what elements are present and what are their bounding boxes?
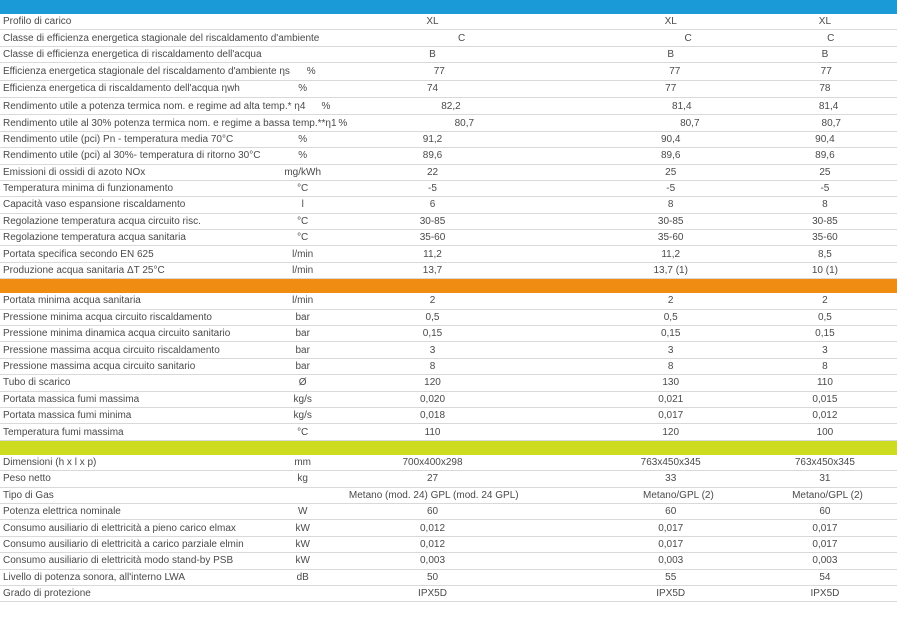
- row-label: Regolazione temperatura acqua circuito risc.: [3, 215, 201, 227]
- value-cell: 0,5: [663, 311, 678, 323]
- table-row: [0, 570, 897, 586]
- value-cell: 90,4: [815, 133, 835, 145]
- row-unit: %: [298, 133, 308, 145]
- row-label: Potenza elettrica nominale: [3, 506, 121, 518]
- table-row: [0, 263, 897, 279]
- row-unit: kg: [297, 473, 308, 485]
- table-row: [0, 504, 897, 520]
- value-cell: C: [457, 32, 466, 44]
- row-unit: bar: [295, 361, 310, 372]
- table-row: [0, 14, 897, 30]
- table-row: [0, 310, 897, 326]
- value-cell: 8: [822, 199, 828, 211]
- row-label: Efficienza energetica stagionale del riscaldamento d'ambiente ηs: [3, 65, 290, 77]
- value-cell: 0,017: [658, 522, 684, 534]
- row-label: Profilo di carico: [3, 16, 72, 28]
- value-cell: 0,5: [425, 311, 440, 323]
- value-cell: B: [429, 48, 436, 60]
- row-label: Tipo di Gas: [3, 489, 54, 501]
- value-cell: 11,2: [423, 248, 442, 260]
- row-unit: W: [297, 506, 308, 518]
- value-cell: 2: [429, 295, 436, 307]
- value-cell: 13,7: [422, 265, 443, 277]
- row-label: Rendimento utile (pci) Pn - temperatura media 70°C: [3, 133, 234, 145]
- row-unit: °C: [297, 232, 309, 244]
- value-cell: 8: [667, 361, 674, 372]
- value-cell: 60: [665, 506, 677, 518]
- value-cell: 89,6: [815, 150, 835, 162]
- table-row: [0, 375, 897, 391]
- value-cell: 77: [433, 65, 445, 77]
- row-label: Classe di efficienza energetica di riscaldamento dell'acqua: [3, 48, 262, 60]
- value-cell: 81,4: [818, 100, 839, 112]
- row-label: Peso netto: [3, 473, 51, 485]
- row-unit: %: [298, 83, 308, 95]
- value-cell: 78: [819, 83, 831, 95]
- section-band: [0, 279, 897, 293]
- value-cell: 763x450x345: [640, 456, 701, 468]
- row-label: Rendimento utile (pci) al 30%- temperatura di ritorno 30°C: [3, 150, 261, 162]
- value-cell: 74: [426, 83, 439, 95]
- value-cell: 80,7: [821, 117, 841, 129]
- value-cell: 0,15: [815, 328, 835, 340]
- value-cell: 30-85: [812, 215, 838, 227]
- value-cell: 77: [665, 83, 677, 95]
- row-label: Efficienza energetica di riscaldamento dell'acqua ηwh: [3, 83, 240, 95]
- row-label: Pressione massima acqua circuito sanitario: [3, 361, 196, 372]
- value-cell: 0,018: [419, 410, 446, 422]
- value-cell: 3: [429, 344, 436, 356]
- value-cell: XL: [664, 16, 677, 28]
- value-cell: -5: [428, 183, 437, 195]
- value-cell: IPX5D: [810, 588, 840, 600]
- value-cell: C: [684, 32, 692, 44]
- value-cell: 77: [820, 65, 832, 77]
- table-row: [0, 81, 897, 98]
- row-unit: Ø: [298, 377, 307, 389]
- value-cell: 90,4: [660, 133, 681, 145]
- table-row: [0, 214, 897, 230]
- row-unit: l/min: [292, 248, 314, 260]
- value-cell: 91,2: [422, 133, 443, 145]
- table-row: [0, 586, 897, 602]
- value-cell: 60: [426, 506, 439, 518]
- value-cell: 120: [424, 377, 441, 389]
- value-cell: 82,2: [441, 100, 461, 112]
- table-row: [0, 132, 897, 148]
- value-cell: IPX5D: [656, 588, 686, 600]
- row-unit: °C: [297, 215, 309, 227]
- value-cell: 81,4: [672, 100, 692, 112]
- value-cell: 0,003: [658, 555, 684, 567]
- value-cell: 0,020: [419, 393, 446, 405]
- value-cell: 33: [665, 473, 677, 485]
- value-cell: 30-85: [419, 215, 446, 227]
- table-row: [0, 553, 897, 569]
- value-cell: 10 (1): [811, 265, 838, 277]
- row-unit: l/min: [292, 295, 314, 307]
- value-cell: 35-60: [657, 232, 684, 244]
- table-row: [0, 408, 897, 424]
- value-cell: XL: [426, 16, 439, 28]
- row-label: Rendimento utile al 30% potenza termica nom. e regime a bassa temp.**η1: [3, 117, 337, 129]
- value-cell: 31: [819, 473, 831, 485]
- row-unit: kW: [295, 522, 310, 534]
- row-label: Capacità vaso espansione riscaldamento: [3, 199, 186, 211]
- row-unit: bar: [295, 328, 310, 340]
- value-cell: 89,6: [660, 150, 681, 162]
- row-unit: l/min: [292, 265, 314, 277]
- row-unit: mg/kWh: [284, 166, 322, 178]
- value-cell: 80,7: [454, 117, 475, 129]
- value-cell: 54: [819, 571, 831, 583]
- value-cell: 0,5: [817, 311, 832, 323]
- row-label: Consumo ausiliario di elettricità modo stand-by PSB: [3, 555, 234, 567]
- value-cell: 110: [816, 377, 833, 389]
- table-row: [0, 326, 897, 342]
- table-row: [0, 488, 897, 504]
- value-cell: 0,021: [658, 393, 684, 405]
- row-label: Temperatura fumi massima: [3, 426, 124, 438]
- value-cell: 80,7: [680, 117, 700, 129]
- value-cell: 22: [426, 166, 439, 178]
- table-row: [0, 181, 897, 197]
- table-row: [0, 165, 897, 181]
- row-unit: °C: [297, 183, 309, 195]
- value-cell: Metano (mod. 24) GPL (mod. 24 GPL): [348, 489, 519, 501]
- table-row: [0, 30, 897, 46]
- value-cell: B: [667, 48, 675, 60]
- value-cell: -5: [820, 183, 830, 195]
- row-unit: %: [298, 150, 308, 162]
- value-cell: 35-60: [812, 232, 838, 244]
- row-unit: %: [321, 100, 331, 112]
- table-row: [0, 98, 897, 115]
- value-cell: 3: [667, 344, 674, 356]
- table-row: [0, 520, 897, 536]
- table-row: [0, 115, 897, 131]
- table-row: [0, 230, 897, 246]
- row-unit: kg/s: [293, 410, 312, 422]
- value-cell: B: [821, 48, 829, 60]
- value-cell: 700x400x298: [402, 456, 463, 468]
- row-label: Tubo di scarico: [3, 377, 71, 389]
- row-label: Regolazione temperatura acqua sanitaria: [3, 232, 186, 244]
- value-cell: 0,012: [812, 410, 838, 422]
- row-label: Portata specifica secondo EN 625: [3, 248, 154, 260]
- row-label: Temperatura minima di funzionamento: [3, 183, 174, 195]
- table-row: [0, 148, 897, 164]
- value-cell: 0,012: [419, 522, 446, 534]
- table-row: [0, 246, 897, 262]
- table-row: [0, 537, 897, 553]
- row-label: Consumo ausiliario di elettricità a pieno carico elmax: [3, 522, 236, 534]
- value-cell: 8: [667, 199, 674, 211]
- value-cell: Metano/GPL (2): [792, 489, 863, 501]
- row-unit: %: [306, 65, 316, 77]
- table-row: [0, 293, 897, 309]
- value-cell: 27: [426, 473, 439, 485]
- value-cell: -5: [666, 183, 676, 195]
- row-unit: dB: [296, 571, 309, 583]
- value-cell: 130: [662, 377, 680, 389]
- table-row: [0, 359, 897, 375]
- row-label: Emissioni di ossidi di azoto NOx: [3, 166, 146, 178]
- value-cell: 763x450x345: [794, 456, 855, 468]
- row-label: Classe di efficienza energetica stagionale del riscaldamento d'ambiente: [3, 32, 320, 44]
- value-cell: 2: [822, 295, 828, 307]
- value-cell: C: [827, 32, 835, 44]
- value-cell: 50: [426, 571, 439, 583]
- row-label: Portata massica fumi massima: [3, 393, 140, 405]
- value-cell: Metano/GPL (2): [643, 489, 714, 501]
- value-cell: 25: [665, 166, 677, 178]
- row-unit: kW: [295, 555, 310, 567]
- table-row: [0, 342, 897, 358]
- value-cell: 77: [669, 65, 681, 77]
- row-unit: %: [338, 117, 348, 129]
- row-unit: °C: [297, 426, 309, 438]
- table-row: [0, 455, 897, 471]
- value-cell: 30-85: [657, 215, 684, 227]
- table-row: [0, 392, 897, 408]
- value-cell: 0,003: [419, 555, 446, 567]
- row-unit: kW: [295, 538, 310, 550]
- value-cell: 35-60: [419, 232, 446, 244]
- row-label: Portata massica fumi minima: [3, 410, 132, 422]
- value-cell: 3: [822, 344, 828, 356]
- value-cell: IPX5D: [418, 588, 447, 600]
- value-cell: 2: [667, 295, 674, 307]
- value-cell: 110: [424, 426, 441, 438]
- value-cell: 0,003: [812, 555, 838, 567]
- row-label: Rendimento utile a potenza termica nom. e regime ad alta temp.* η4: [3, 100, 306, 112]
- value-cell: 25: [819, 166, 831, 178]
- table-row: [0, 63, 897, 80]
- value-cell: 8,5: [817, 248, 832, 260]
- value-cell: 0,017: [812, 522, 838, 534]
- row-unit: mm: [294, 456, 312, 468]
- value-cell: 0,012: [419, 538, 446, 550]
- value-cell: 6: [429, 199, 436, 211]
- row-label: Grado di protezione: [3, 588, 91, 600]
- row-label: Portata minima acqua sanitaria: [3, 295, 141, 307]
- value-cell: 0,017: [658, 410, 684, 422]
- row-unit: bar: [295, 311, 310, 323]
- row-label: Dimensioni (h x l x p): [3, 456, 97, 468]
- value-cell: 8: [429, 361, 436, 372]
- row-unit: l: [301, 199, 304, 211]
- row-unit: bar: [295, 344, 310, 356]
- row-label: Pressione massima acqua circuito riscaldamento: [3, 344, 220, 356]
- value-cell: 8: [822, 361, 828, 372]
- table-row: [0, 47, 897, 63]
- section-band: [0, 441, 897, 455]
- value-cell: 120: [662, 426, 680, 438]
- value-cell: 89,6: [422, 150, 443, 162]
- value-cell: 0,015: [812, 393, 838, 405]
- row-label: Consumo ausiliario di elettricità a carico parziale elmin: [3, 538, 244, 550]
- row-label: Produzione acqua sanitaria ΔT 25°C: [3, 265, 165, 277]
- row-unit: kg/s: [293, 393, 312, 405]
- value-cell: 100: [816, 426, 834, 438]
- value-cell: 0,017: [812, 538, 838, 550]
- table-row: [0, 424, 897, 440]
- row-label: Pressione minima dinamica acqua circuito sanitario: [3, 328, 231, 340]
- value-cell: 11,2: [661, 248, 681, 260]
- table-row: [0, 471, 897, 487]
- row-label: Pressione minima acqua circuito riscaldamento: [3, 311, 212, 323]
- value-cell: 55: [665, 571, 677, 583]
- value-cell: 13,7 (1): [653, 265, 688, 277]
- value-cell: 0,15: [422, 328, 443, 340]
- value-cell: 0,017: [658, 538, 684, 550]
- value-cell: XL: [818, 16, 832, 28]
- table-row: [0, 197, 897, 213]
- value-cell: 0,15: [660, 328, 681, 340]
- section-band: [0, 0, 897, 14]
- value-cell: 60: [819, 506, 831, 518]
- row-label: Livello di potenza sonora, all'interno LWA: [3, 571, 186, 583]
